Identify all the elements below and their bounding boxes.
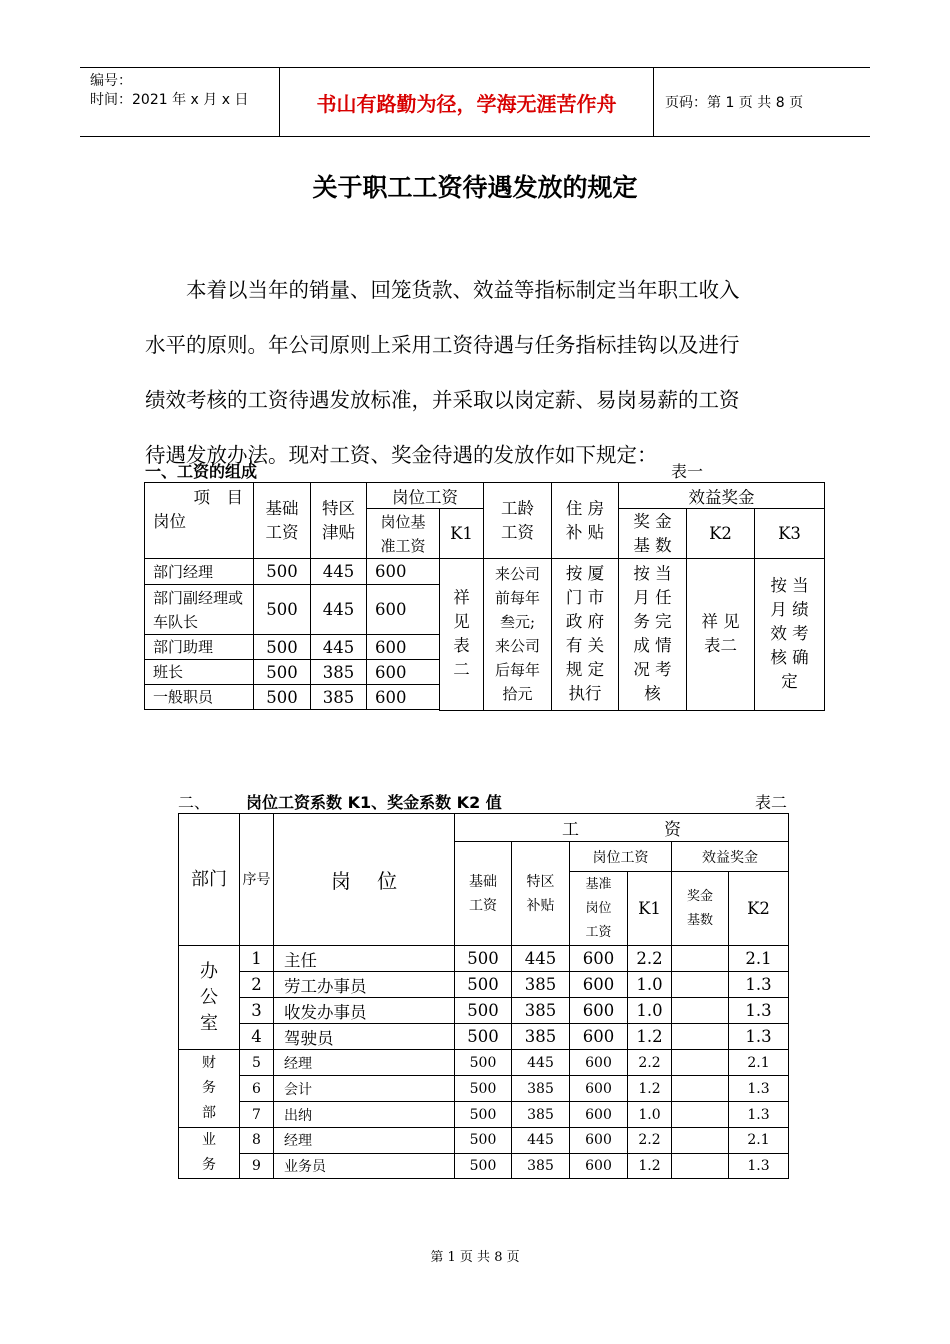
post-cell: 会计 [274, 1076, 455, 1102]
table2-label: 表二 [755, 793, 788, 812]
k1-cell: 1.0 [628, 1102, 672, 1128]
k1-cell: 2.2 [628, 946, 672, 972]
base-cell: 500 [455, 972, 512, 998]
seq-cell: 4 [240, 1024, 274, 1050]
header-base-wage: 基础 工资 [455, 842, 512, 946]
base-cell: 500 [455, 1102, 512, 1128]
header-bonus-base: 奖金 基数 [672, 872, 729, 946]
base-cell: 500 [455, 998, 512, 1024]
header-seq: 序号 [240, 814, 274, 946]
document-title: 关于职工工资待遇发放的规定 [312, 173, 638, 202]
k3-merged-cell: 按 当 月 绩 效 考 核 确 定 [755, 559, 825, 711]
table2-caption-number: 二、 [178, 793, 211, 812]
base-cell: 500 [254, 585, 311, 635]
post-base-cell: 600 [367, 660, 440, 685]
header-wage: 工 资 [455, 814, 789, 842]
bonus-base-cell [672, 1050, 729, 1076]
bonus-base-cell [672, 998, 729, 1024]
table-row [145, 559, 825, 585]
special-cell: 445 [311, 635, 367, 660]
table2-caption: 岗位工资系数 K1、奖金系数 K2 值 [246, 793, 502, 812]
post-cell: 部门副经理或车队长 [145, 585, 254, 635]
header-special-allowance: 特区 津贴 [311, 483, 367, 559]
post-base-cell: 600 [570, 946, 628, 972]
header-motto: 书山有路勤为径，学海无涯苦作舟 [280, 68, 654, 136]
seq-cell: 5 [240, 1050, 274, 1076]
post-cell: 班长 [145, 660, 254, 685]
post-base-cell: 600 [367, 635, 440, 660]
header-k1: K1 [628, 872, 672, 946]
post-base-cell: 600 [367, 585, 440, 635]
special-cell: 445 [512, 1128, 570, 1154]
k1-cell: 1.2 [628, 1024, 672, 1050]
seq-cell: 8 [240, 1128, 274, 1154]
k1-cell: 1.2 [628, 1153, 672, 1179]
coefficient-table [178, 813, 789, 1179]
seq-cell: 9 [240, 1153, 274, 1179]
header-seniority: 工龄 工资 [484, 483, 552, 559]
base-cell: 500 [455, 1128, 512, 1154]
post-cell: 出纳 [274, 1102, 455, 1128]
post-cell: 业务员 [274, 1153, 455, 1179]
k2-cell: 1.3 [729, 1024, 789, 1050]
post-cell: 驾驶员 [274, 1024, 455, 1050]
header-special-allowance: 特区 补贴 [512, 842, 570, 946]
k2-merged-cell: 祥 见 表二 [687, 559, 755, 711]
header-base-wage: 基础 工资 [254, 483, 311, 559]
special-cell: 385 [512, 1102, 570, 1128]
base-cell: 500 [254, 685, 311, 710]
number-label: 编号： [90, 73, 132, 89]
dept-finance: 财 务 部 [179, 1050, 240, 1128]
special-cell: 445 [311, 585, 367, 635]
post-base-cell: 600 [367, 559, 440, 585]
header-bonus: 效益奖金 [672, 842, 789, 872]
bonus-base-cell [672, 1153, 729, 1179]
base-cell: 500 [455, 946, 512, 972]
seniority-merged-cell: 来公司 前每年 叁元; 来公司 后每年 拾元 [484, 559, 552, 711]
seq-cell: 1 [240, 946, 274, 972]
dept-office: 办 公 室 [179, 946, 240, 1050]
table1-caption: 一、工资的组成 [145, 462, 258, 481]
header-dept: 部门 [179, 814, 240, 946]
wage-composition-table [144, 482, 825, 711]
header-post: 岗 位 [274, 814, 455, 946]
seq-cell: 6 [240, 1076, 274, 1102]
seq-cell: 7 [240, 1102, 274, 1128]
k2-cell: 1.3 [729, 1076, 789, 1102]
header-k1: K1 [440, 509, 484, 559]
document-header [80, 67, 870, 137]
header-k2: K2 [687, 509, 755, 559]
header-post-base: 基准 岗位 工资 [570, 872, 628, 946]
table-row [179, 972, 789, 998]
post-base-cell: 600 [570, 1024, 628, 1050]
k2-cell: 1.3 [729, 1153, 789, 1179]
special-cell: 385 [311, 685, 367, 710]
seq-cell: 3 [240, 998, 274, 1024]
time-label: 时间：2021 年 x 月 x 日 [90, 92, 249, 108]
header-bonus-base: 奖 金 基 数 [619, 509, 687, 559]
special-cell: 385 [512, 1153, 570, 1179]
base-cell: 500 [254, 635, 311, 660]
k1-cell: 1.2 [628, 1076, 672, 1102]
k1-merged-cell: 祥 见 表 二 [440, 559, 484, 711]
table-row [179, 1076, 789, 1102]
seq-cell: 2 [240, 972, 274, 998]
table-row [179, 998, 789, 1024]
post-base-cell: 600 [570, 1128, 628, 1154]
table-row [179, 1153, 789, 1179]
post-base-cell: 600 [570, 1050, 628, 1076]
k1-cell: 1.0 [628, 972, 672, 998]
header-bonus: 效益奖金 [619, 483, 825, 509]
bonus-base-cell [672, 972, 729, 998]
bonus-base-merged-cell: 按 当 月 任 务 完 成 情 况 考 核 [619, 559, 687, 711]
post-cell: 劳工办事员 [274, 972, 455, 998]
header-k2: K2 [729, 872, 789, 946]
k1-cell: 2.2 [628, 1050, 672, 1076]
special-cell: 385 [311, 660, 367, 685]
bonus-base-cell [672, 1076, 729, 1102]
header-k3: K3 [755, 509, 825, 559]
k2-cell: 2.1 [729, 1050, 789, 1076]
special-cell: 445 [311, 559, 367, 585]
special-cell: 445 [512, 946, 570, 972]
post-cell: 经理 [274, 1050, 455, 1076]
table-row [179, 1128, 789, 1154]
k1-cell: 2.2 [628, 1128, 672, 1154]
base-cell: 500 [254, 559, 311, 585]
dept-business: 业 务 [179, 1128, 240, 1179]
post-base-cell: 600 [367, 685, 440, 710]
header-item: 项 目 岗位 [145, 483, 254, 559]
intro-paragraph [145, 263, 813, 483]
table-row [179, 1050, 789, 1076]
post-cell: 部门经理 [145, 559, 254, 585]
paragraph-line: 待遇发放办法。现对工资、奖金待遇的发放作如下规定： [145, 443, 658, 467]
k2-cell: 2.1 [729, 1128, 789, 1154]
bonus-base-cell [672, 1024, 729, 1050]
special-cell: 385 [512, 972, 570, 998]
base-cell: 500 [455, 1024, 512, 1050]
paragraph-line: 水平的原则。年公司原则上采用工资待遇与任务指标挂钩以及进行 [145, 333, 740, 357]
post-cell: 主任 [274, 946, 455, 972]
k2-cell: 1.3 [729, 972, 789, 998]
post-cell: 收发办事员 [274, 998, 455, 1024]
paragraph-line: 本着以当年的销量、回笼货款、效益等指标制定当年职工收入 [186, 278, 740, 302]
bonus-base-cell [672, 1102, 729, 1128]
post-base-cell: 600 [570, 972, 628, 998]
base-cell: 500 [254, 660, 311, 685]
base-cell: 500 [455, 1153, 512, 1179]
post-base-cell: 600 [570, 1102, 628, 1128]
header-meta [80, 68, 280, 136]
bonus-base-cell [672, 1128, 729, 1154]
post-cell: 一般职员 [145, 685, 254, 710]
post-base-cell: 600 [570, 998, 628, 1024]
table-row [179, 1024, 789, 1050]
special-cell: 385 [512, 998, 570, 1024]
k1-cell: 1.0 [628, 998, 672, 1024]
post-base-cell: 600 [570, 1076, 628, 1102]
bonus-base-cell [672, 946, 729, 972]
k2-cell: 2.1 [729, 946, 789, 972]
post-base-cell: 600 [570, 1153, 628, 1179]
housing-merged-cell: 按 厦 门 市 政 府 有 关 规 定 执行 [552, 559, 619, 711]
header-housing: 住 房 补 贴 [552, 483, 619, 559]
header-post-wage: 岗位工资 [367, 483, 484, 509]
header-page-info: 页码：第 1 页 共 8 页 [665, 95, 804, 111]
page-footer: 第 1 页 共 8 页 [430, 1250, 520, 1265]
base-cell: 500 [455, 1076, 512, 1102]
post-cell: 部门助理 [145, 635, 254, 660]
special-cell: 445 [512, 1050, 570, 1076]
k2-cell: 1.3 [729, 998, 789, 1024]
header-post-base: 岗位基 准工资 [367, 509, 440, 559]
header-post-wage: 岗位工资 [570, 842, 672, 872]
k2-cell: 1.3 [729, 1102, 789, 1128]
base-cell: 500 [455, 1050, 512, 1076]
post-cell: 经理 [274, 1128, 455, 1154]
special-cell: 385 [512, 1024, 570, 1050]
table-row [179, 1102, 789, 1128]
paragraph-line: 绩效考核的工资待遇发放标准，并采取以岗定薪、易岗易薪的工资 [145, 388, 740, 412]
table1-label: 表一 [671, 462, 704, 481]
table-row [179, 946, 789, 972]
special-cell: 385 [512, 1076, 570, 1102]
